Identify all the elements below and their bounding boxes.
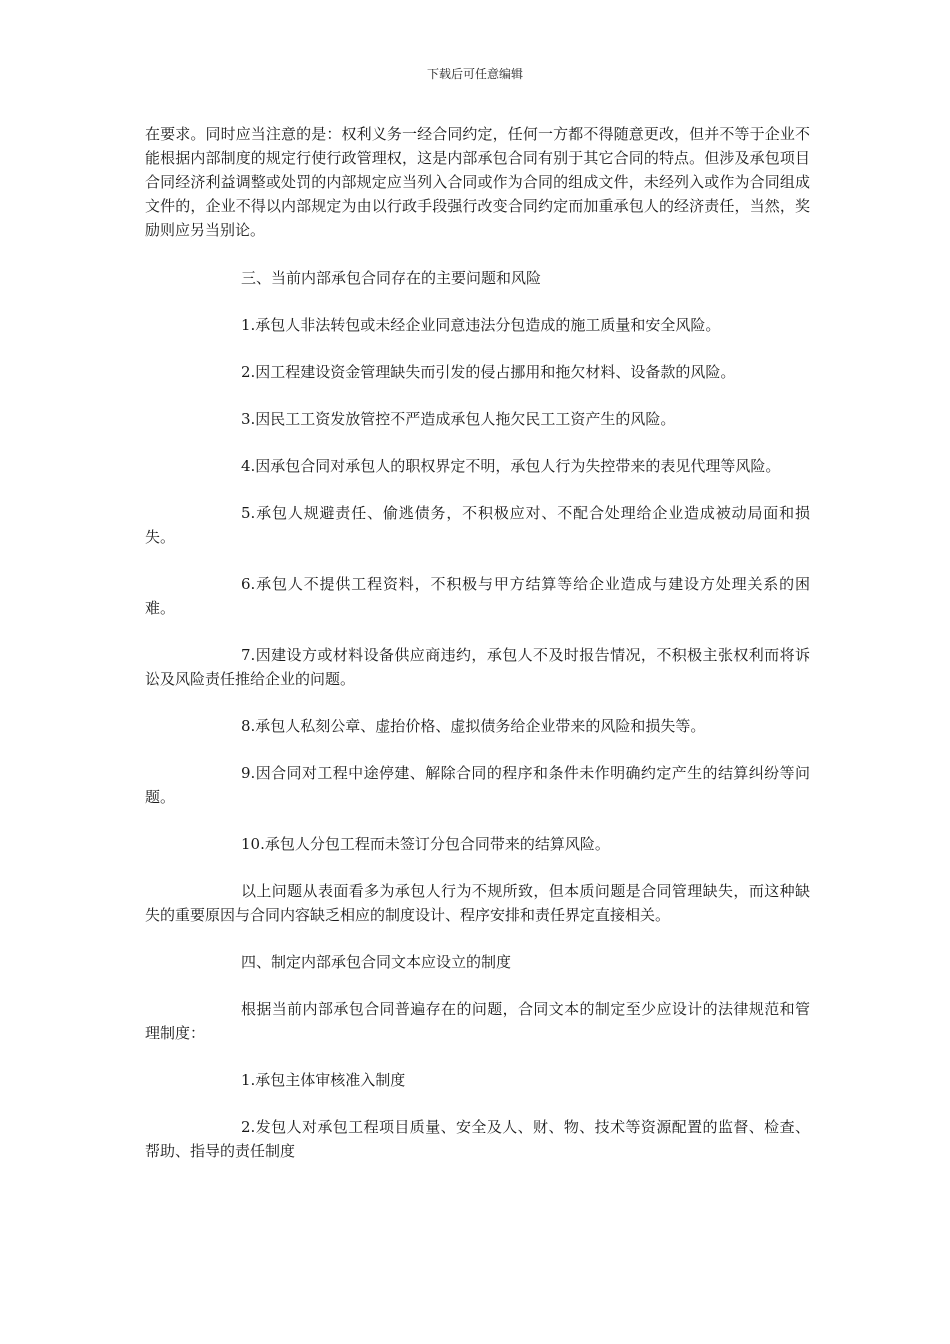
section-heading-3: 三、当前内部承包合同存在的主要问题和风险 [241, 269, 542, 287]
section-heading-4: 四、制定内部承包合同文本应设立的制度 [241, 953, 512, 971]
document-body [145, 122, 810, 1186]
risk-item-2: 2.因工程建设资金管理缺失而引发的侵占挪用和拖欠材料、设备款的风险。 [241, 363, 736, 381]
section-4-intro: 根据当前内部承包合同普遍存在的问题，合同文本的制定至少应设计的法律规范和管理制度： [145, 1000, 810, 1042]
risk-item-1: 1.承包人非法转包或未经企业同意违法分包造成的施工质量和安全风险。 [241, 316, 721, 334]
risk-item-6: 6.承包人不提供工程资料，不积极与甲方结算等给企业造成与建设方处理关系的困难。 [145, 575, 810, 617]
summary-paragraph: 以上问题从表面看多为承包人行为不规所致，但本质问题是合同管理缺失，而这种缺失的重要原因与合同内容缺乏相应的制度设计、程序安排和责任界定直接相关。 [145, 882, 810, 924]
risk-item-5: 5.承包人规避责任、偷逃债务，不积极应对、不配合处理给企业造成被动局面和损失。 [145, 504, 810, 546]
system-item-1: 1.承包主体审核准入制度 [241, 1071, 406, 1089]
risk-item-3: 3.因民工工资发放管控不严造成承包人拖欠民工工资产生的风险。 [241, 410, 676, 428]
risk-item-4: 4.因承包合同对承包人的职权界定不明，承包人行为失控带来的表见代理等风险。 [241, 457, 781, 475]
risk-item-8: 8.承包人私刻公章、虚抬价格、虚拟债务给企业带来的风险和损失等。 [241, 717, 706, 735]
system-item-2: 2.发包人对承包工程项目质量、安全及人、财、物、技术等资源配置的监督、检查、帮助、指导的责任制度 [145, 1118, 810, 1160]
risk-item-7: 7.因建设方或材料设备供应商违约，承包人不及时报告情况，不积极主张权利而将诉讼及风险责任推给企业的问题。 [145, 646, 810, 688]
paragraph-continuation: 在要求。同时应当注意的是：权利义务一经合同约定，任何一方都不得随意更改，但并不等于企业不能根据内部制度的规定行使行政管理权，这是内部承包合同有别于其它合同的特点。但涉及承包项目合同经济利益调整或处罚的内部规定应当列入合同或作为合同的组成文件，未经列入或作为合同组成文件的，企业不得以内部规定为由以行政手段强行改变合同约定而加重承包人的经济责任，当然，奖励则应另当别论。 [145, 125, 810, 239]
risk-item-10: 10.承包人分包工程而未签订分包合同带来的结算风险。 [241, 835, 610, 853]
page-header: 下载后可任意编辑 [426, 67, 523, 81]
risk-item-9: 9.因合同对工程中途停建、解除合同的程序和条件未作明确约定产生的结算纠纷等问题。 [145, 764, 810, 806]
